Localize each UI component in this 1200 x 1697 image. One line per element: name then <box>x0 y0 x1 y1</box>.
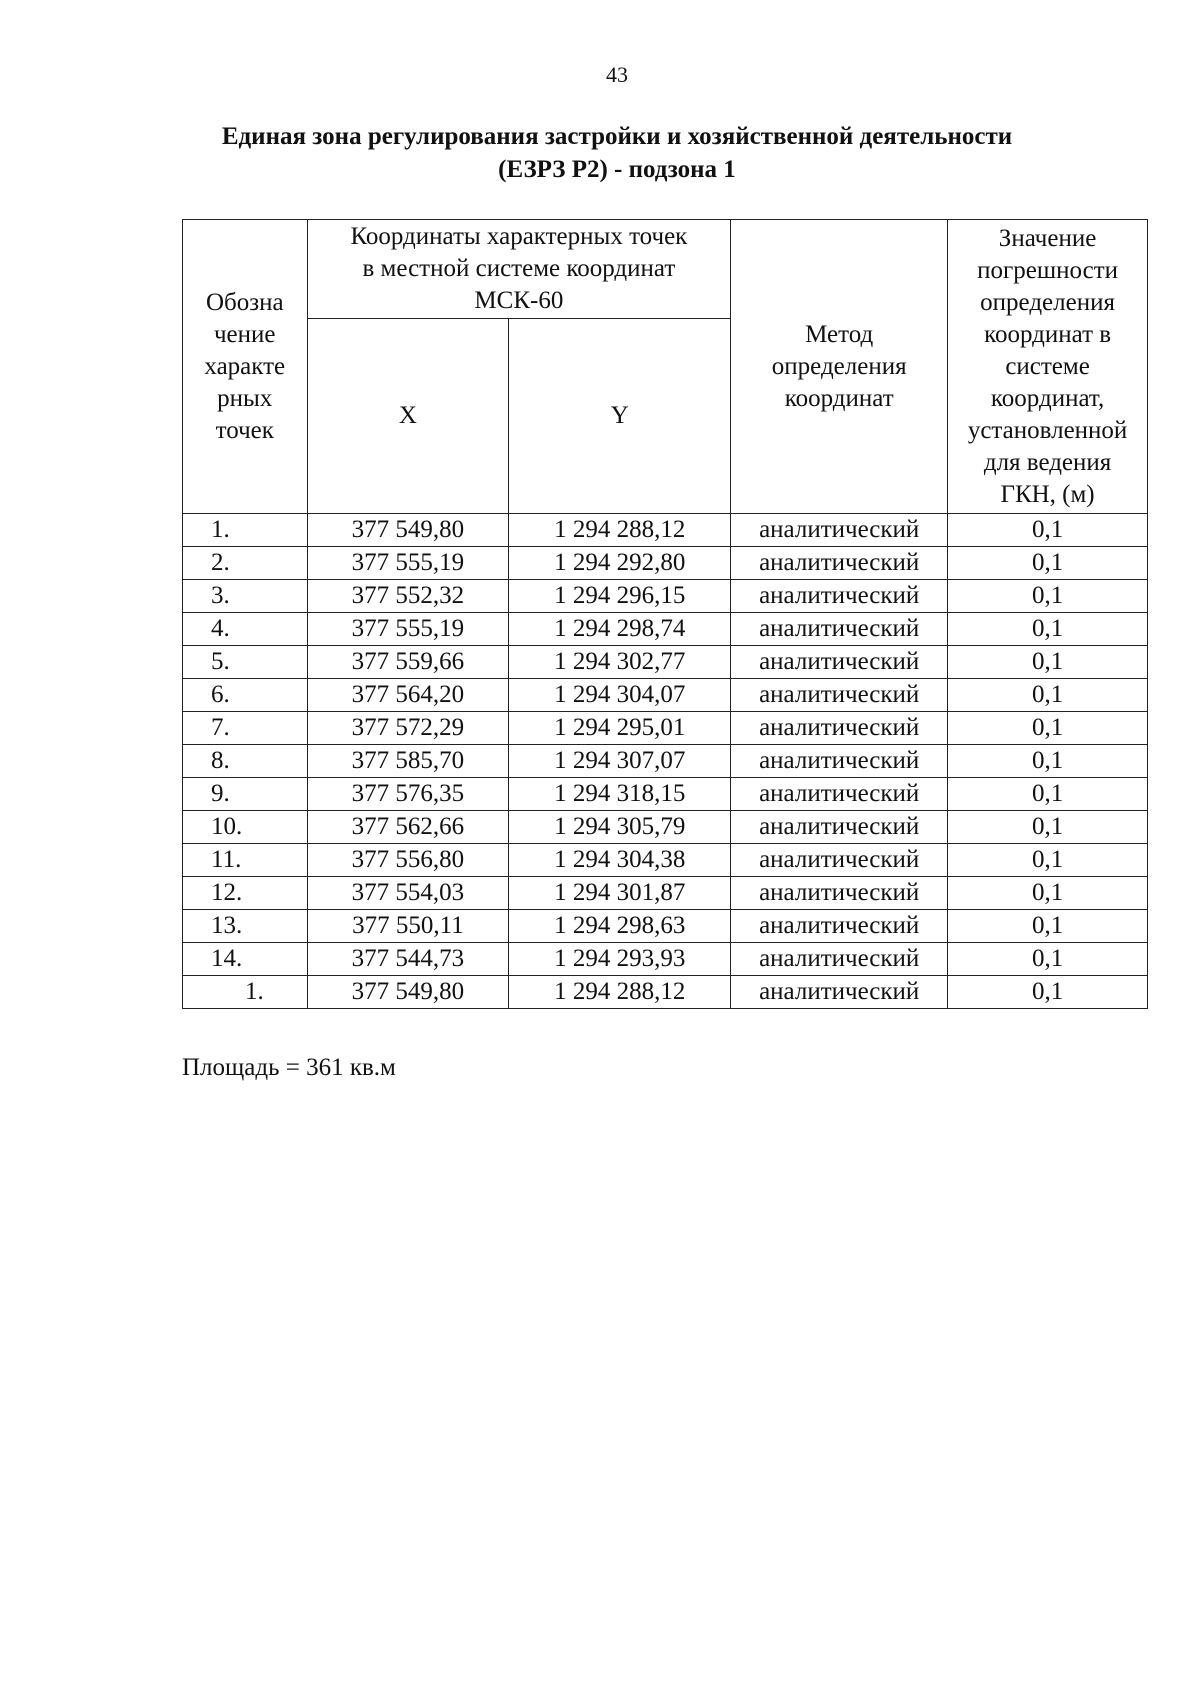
error-cell: 0,1 <box>948 976 1148 1009</box>
header-method-line: определения <box>771 352 907 380</box>
point-id-cell: 4. <box>183 613 308 646</box>
header-error-line: координат, <box>990 384 1105 412</box>
table-row <box>183 514 1148 547</box>
method-cell: аналитический <box>731 877 948 910</box>
y-cell: 1 294 298,63 <box>509 910 731 943</box>
table-row <box>183 811 1148 844</box>
y-cell: 1 294 318,15 <box>509 778 731 811</box>
error-cell: 0,1 <box>948 910 1148 943</box>
method-cell: аналитический <box>731 778 948 811</box>
point-id-cell: 12. <box>183 877 308 910</box>
y-cell: 1 294 288,12 <box>509 976 731 1009</box>
method-cell: аналитический <box>731 646 948 679</box>
header-method-line: координат <box>784 384 894 412</box>
coordinates-table <box>182 219 1148 1009</box>
point-id-cell: 1. <box>183 976 308 1009</box>
header-row-1 <box>183 220 1148 319</box>
point-id-cell: 5. <box>183 646 308 679</box>
table-row <box>183 547 1148 580</box>
method-cell: аналитический <box>731 580 948 613</box>
method-cell: аналитический <box>731 811 948 844</box>
method-cell: аналитический <box>731 844 948 877</box>
x-cell: 377 544,73 <box>307 943 509 976</box>
point-id-cell: 3. <box>183 580 308 613</box>
header-error-line: для ведения <box>983 448 1112 476</box>
point-id-cell: 2. <box>183 547 308 580</box>
method-cell: аналитический <box>731 910 948 943</box>
header-method-line: Метод <box>805 320 874 348</box>
header-coordinates-group <box>307 220 731 319</box>
y-cell: 1 294 301,87 <box>509 877 731 910</box>
x-cell: 377 555,19 <box>307 547 509 580</box>
page-number: 43 <box>606 62 628 87</box>
point-id-cell: 10. <box>183 811 308 844</box>
x-cell: 377 555,19 <box>307 613 509 646</box>
table-row <box>183 580 1148 613</box>
error-cell: 0,1 <box>948 514 1148 547</box>
point-id-cell: 9. <box>183 778 308 811</box>
x-cell: 377 572,29 <box>307 712 509 745</box>
error-cell: 0,1 <box>948 679 1148 712</box>
method-cell: аналитический <box>731 514 948 547</box>
table-row <box>183 976 1148 1009</box>
error-cell: 0,1 <box>948 646 1148 679</box>
y-cell: 1 294 292,80 <box>509 547 731 580</box>
error-cell: 0,1 <box>948 811 1148 844</box>
header-error-line: ГКН, (м) <box>1000 480 1095 508</box>
error-cell: 0,1 <box>948 877 1148 910</box>
area-text: Площадь = 361 кв.м <box>182 1054 396 1081</box>
y-cell: 1 294 298,74 <box>509 613 731 646</box>
method-cell: аналитический <box>731 679 948 712</box>
header-point-id-line: рных <box>217 384 273 412</box>
x-cell: 377 556,80 <box>307 844 509 877</box>
header-point-id-line: Обозна <box>205 288 284 316</box>
title-line-1: Единая зона регулирования застройки и хозяйственной деятельности <box>221 123 1013 150</box>
x-cell: 377 550,11 <box>307 910 509 943</box>
method-cell: аналитический <box>731 943 948 976</box>
x-cell: 377 585,70 <box>307 745 509 778</box>
table-row <box>183 679 1148 712</box>
x-cell: 377 554,03 <box>307 877 509 910</box>
method-cell: аналитический <box>731 712 948 745</box>
error-cell: 0,1 <box>948 943 1148 976</box>
error-cell: 0,1 <box>948 613 1148 646</box>
point-id-cell: 6. <box>183 679 308 712</box>
table-row <box>183 613 1148 646</box>
header-x: X <box>307 319 509 514</box>
table-body <box>183 514 1148 1009</box>
header-coordinates-line: в местной системе координат <box>362 255 676 282</box>
header-error-line: координат в <box>984 320 1112 348</box>
header-point-id <box>183 220 308 514</box>
header-error-line: погрешности <box>977 256 1119 284</box>
header-error-line: определения <box>980 288 1115 316</box>
point-id-cell: 1. <box>183 514 308 547</box>
header-error-line: системе <box>1005 352 1090 380</box>
table-row <box>183 778 1148 811</box>
error-cell: 0,1 <box>948 844 1148 877</box>
error-cell: 0,1 <box>948 580 1148 613</box>
y-cell: 1 294 296,15 <box>509 580 731 613</box>
table-row <box>183 712 1148 745</box>
point-id-cell: 14. <box>183 943 308 976</box>
table-row <box>183 844 1148 877</box>
y-cell: 1 294 304,07 <box>509 679 731 712</box>
x-cell: 377 549,80 <box>307 976 509 1009</box>
error-cell: 0,1 <box>948 547 1148 580</box>
header-error-line: Значение <box>998 224 1097 252</box>
header-coordinates-line: Координаты характерных точек <box>350 223 688 250</box>
table-row <box>183 745 1148 778</box>
x-cell: 377 562,66 <box>307 811 509 844</box>
table-row <box>183 910 1148 943</box>
header-error-line: установленной <box>967 416 1128 444</box>
header-point-id-line: характе <box>204 352 286 380</box>
error-cell: 0,1 <box>948 778 1148 811</box>
document-title <box>0 120 1200 186</box>
header-error <box>948 220 1148 514</box>
header-y: Y <box>509 319 731 514</box>
table-row <box>183 877 1148 910</box>
x-cell: 377 552,32 <box>307 580 509 613</box>
point-id-cell: 11. <box>183 844 308 877</box>
table-row <box>183 646 1148 679</box>
point-id-cell: 7. <box>183 712 308 745</box>
y-cell: 1 294 307,07 <box>509 745 731 778</box>
header-coordinates-line: МСК-60 <box>474 287 564 314</box>
method-cell: аналитический <box>731 613 948 646</box>
header-point-id-line: точек <box>215 416 274 444</box>
y-cell: 1 294 288,12 <box>509 514 731 547</box>
x-cell: 377 564,20 <box>307 679 509 712</box>
method-cell: аналитический <box>731 745 948 778</box>
y-cell: 1 294 302,77 <box>509 646 731 679</box>
y-cell: 1 294 293,93 <box>509 943 731 976</box>
table-row <box>183 943 1148 976</box>
x-cell: 377 559,66 <box>307 646 509 679</box>
x-cell: 377 549,80 <box>307 514 509 547</box>
header-point-id-line: чение <box>213 320 276 348</box>
error-cell: 0,1 <box>948 745 1148 778</box>
header-method <box>731 220 948 514</box>
method-cell: аналитический <box>731 976 948 1009</box>
point-id-cell: 8. <box>183 745 308 778</box>
x-cell: 377 576,35 <box>307 778 509 811</box>
error-cell: 0,1 <box>948 712 1148 745</box>
y-cell: 1 294 304,38 <box>509 844 731 877</box>
method-cell: аналитический <box>731 547 948 580</box>
y-cell: 1 294 295,01 <box>509 712 731 745</box>
title-line-2: (ЕЗРЗ Р2) - подзона 1 <box>498 156 736 183</box>
y-cell: 1 294 305,79 <box>509 811 731 844</box>
point-id-cell: 13. <box>183 910 308 943</box>
